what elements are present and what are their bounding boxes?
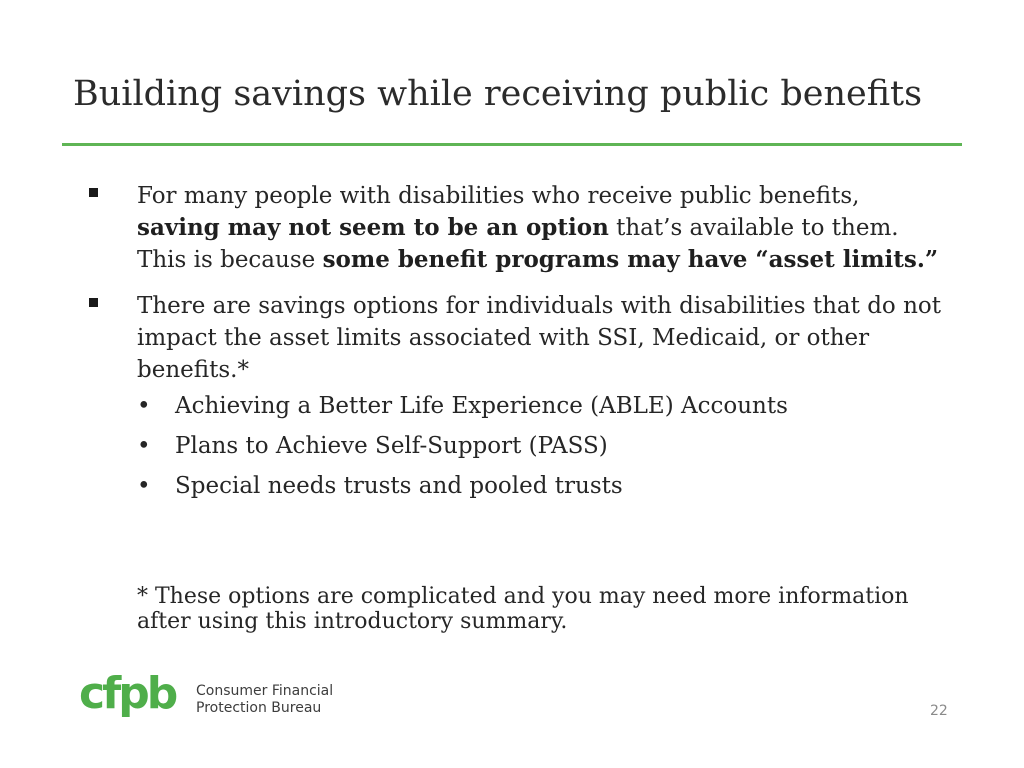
dot-bullet-icon: • <box>137 473 151 499</box>
square-bullet-icon <box>89 298 98 307</box>
logo-mark-text: cfpb <box>79 670 176 719</box>
cfpb-logo-icon <box>79 670 189 730</box>
bullet-bold-text: some benefit programs may have “asset limits.” <box>322 246 939 273</box>
logo-line-2: Protection Bureau <box>196 700 322 716</box>
square-bullet-icon <box>89 188 98 197</box>
sub-bullet-item <box>137 426 947 466</box>
sub-bullet-text: Achieving a Better Life Experience (ABLE) Accounts <box>175 393 788 419</box>
sub-bullet-text: Special needs trusts and pooled trusts <box>175 473 623 499</box>
dot-bullet-icon: • <box>137 393 151 419</box>
sub-bullet-item <box>137 466 947 506</box>
footnote: * These options are complicated and you may need more information after using this introductory summary. <box>137 584 909 634</box>
title-divider <box>62 143 962 146</box>
bullet-bold-text: saving may not seem to be an option <box>137 214 609 241</box>
dot-bullet-icon: • <box>137 433 151 459</box>
slide-title: Building savings while receiving public benefits <box>73 74 923 114</box>
bullet-item <box>87 290 947 506</box>
page-number: 22 <box>930 703 948 719</box>
logo-wordmark <box>196 683 333 717</box>
sub-bullet-item <box>137 386 947 426</box>
bullet-text-part: For many people with disabilities who receive public benefits, <box>137 183 860 209</box>
sub-bullet-text: Plans to Achieve Self-Support (PASS) <box>175 433 608 459</box>
cfpb-logo <box>79 670 379 730</box>
bullet-text-part: that’s available to them. This is because <box>137 215 899 273</box>
bullet-text: There are savings options for individuals with disabilities that do not impact the asset limits associated with SSI, Medicaid, or other benefits.* <box>137 293 941 383</box>
slide-content <box>87 180 947 506</box>
bullet-item <box>87 180 947 276</box>
sub-bullet-list <box>137 386 947 506</box>
logo-line-1: Consumer Financial <box>196 683 334 699</box>
